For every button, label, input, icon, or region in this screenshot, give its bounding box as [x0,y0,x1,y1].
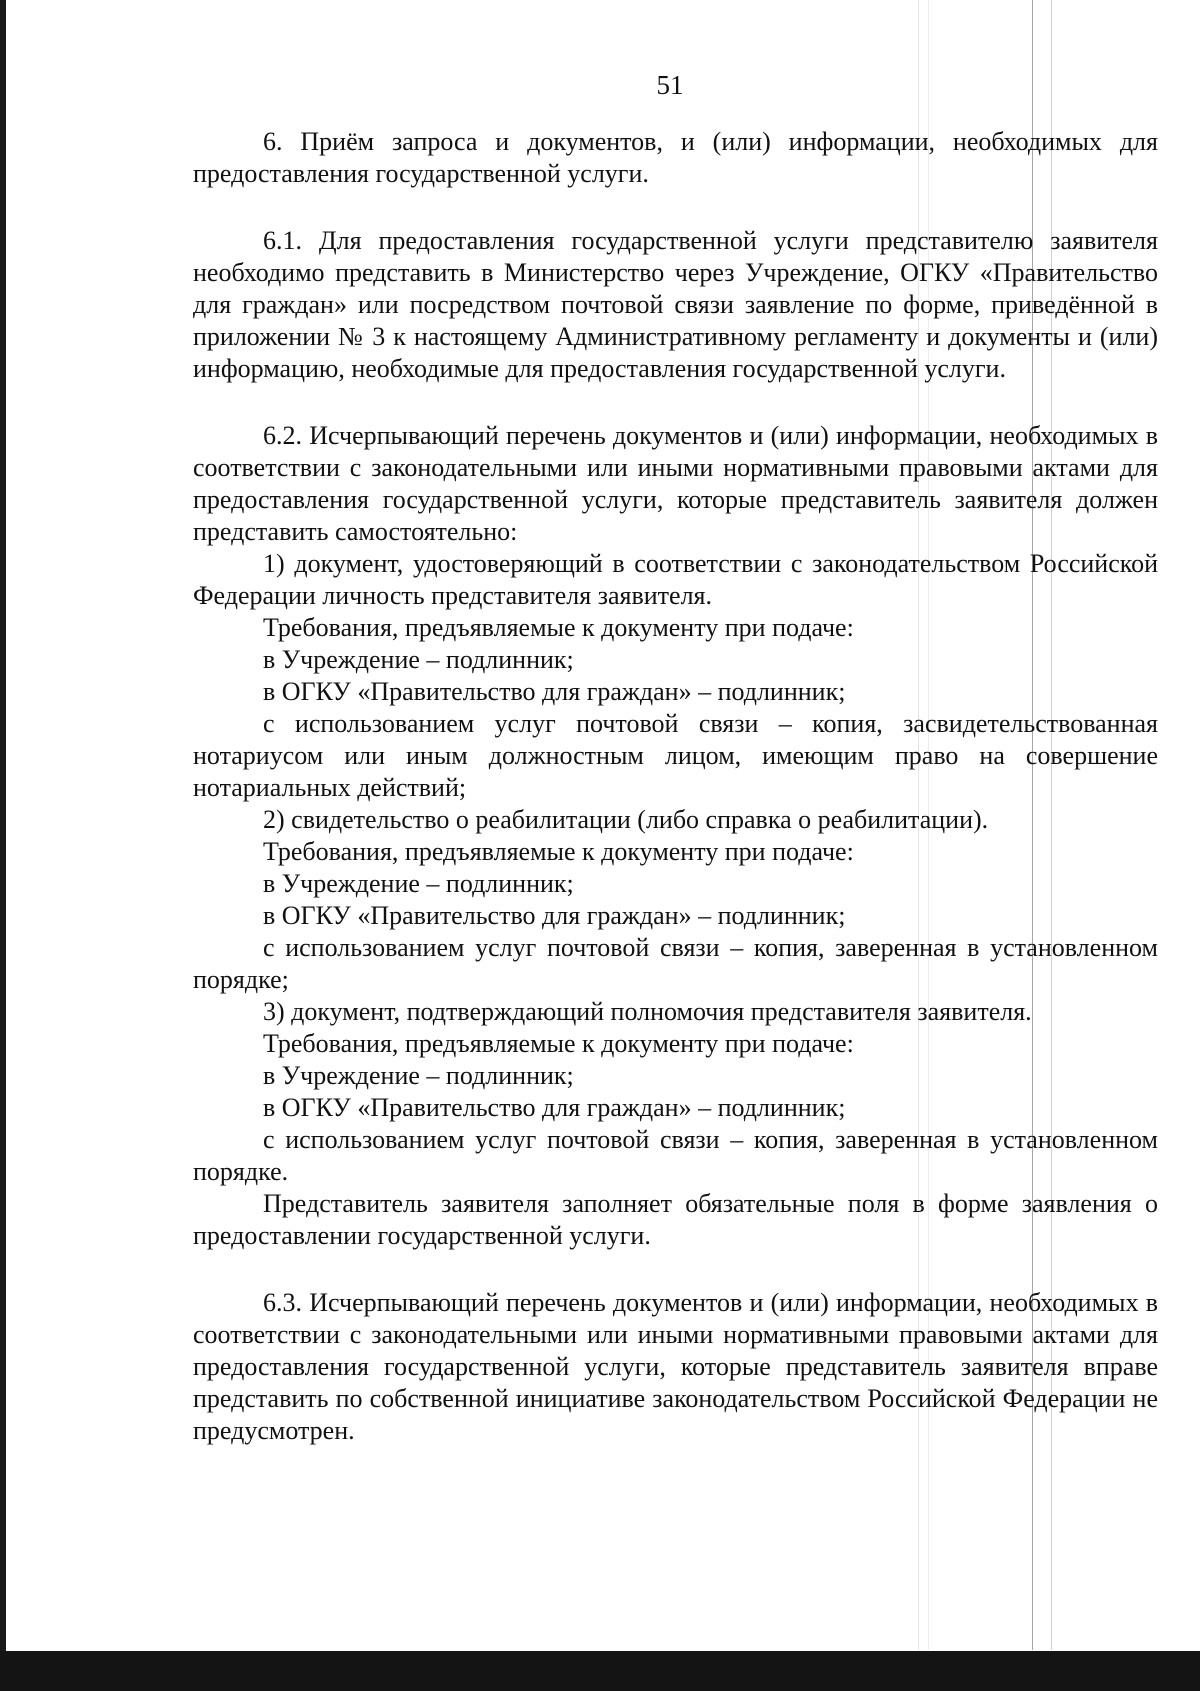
requirement-item: в Учреждение – подлинник; [263,645,574,674]
list-item-3: 3) документ, подтверждающий полномочия представителя заявителя. [263,997,1032,1026]
page-number: 51 [656,70,684,100]
paragraph-6-3: 6.3. Исчерпывающий перечень документов и (или) информации, необходимых в соответствии с законодательными или иными нормативными правовыми актами для предоставления государственной услуги, которые представитель заявителя вправе представить по собственной инициативе законодательством Российской Федерации не предусмотрен. [193,1288,1158,1445]
requirement-item: с использованием услуг почтовой связи – копия, заверенная в установленном порядке. [193,1125,1158,1186]
scan-left-edge [0,0,6,1691]
paragraph-6-2: 6.2. Исчерпывающий перечень документов и (или) информации, необходимых в соответствии с законодательными или иными нормативными правовыми актами для предоставления государственной услуги, которые представитель заявителя должен представить самостоятельно: [193,421,1158,546]
requirement-item: в ОГКУ «Правительство для граждан» – подлинник; [263,677,846,706]
requirement-item: в ОГКУ «Правительство для граждан» – подлинник; [263,901,846,930]
requirement-item: с использованием услуг почтовой связи – копия, засвидетельствованная нотариусом или иным должностным лицом, имеющим право на совершение нотариальных действий; [193,709,1158,802]
list-item-1: 1) документ, удостоверяющий в соответствии с законодательством Российской Федерации личность представителя заявителя. [193,549,1158,610]
paragraph-6-1: 6.1. Для предоставления государственной услуги представителю заявителя необходимо представить в Министерство через Учреждение, ОГКУ «Правительство для граждан» или посредством почтовой связи заявление по форме, приведённой в приложении № 3 к настоящему Административному регламенту и документы и (или) информацию, необходимые для предоставления государственной услуги. [193,226,1158,383]
requirement-item: в ОГКУ «Правительство для граждан» – подлинник; [263,1093,846,1122]
section-heading-6: 6. Приём запроса и документов, и (или) информации, необходимых для предоставления государственной услуги. [193,127,1158,188]
requirement-item: в Учреждение – подлинник; [263,1061,574,1090]
requirements-label: Требования, предъявляемые к документу при подаче: [263,613,854,642]
paragraph-form-fields: Представитель заявителя заполняет обязательные поля в форме заявления о предоставлении государственной услуги. [193,1189,1158,1250]
requirements-label: Требования, предъявляемые к документу при подаче: [263,837,854,866]
requirements-label: Требования, предъявляемые к документу при подаче: [263,1029,854,1058]
document-body [193,126,1158,1447]
requirement-item: с использованием услуг почтовой связи – копия, заверенная в установленном порядке; [193,933,1158,994]
requirement-item: в Учреждение – подлинник; [263,869,574,898]
scan-bottom-edge [0,1651,1200,1691]
list-item-2: 2) свидетельство о реабилитации (либо справка о реабилитации). [263,805,989,834]
